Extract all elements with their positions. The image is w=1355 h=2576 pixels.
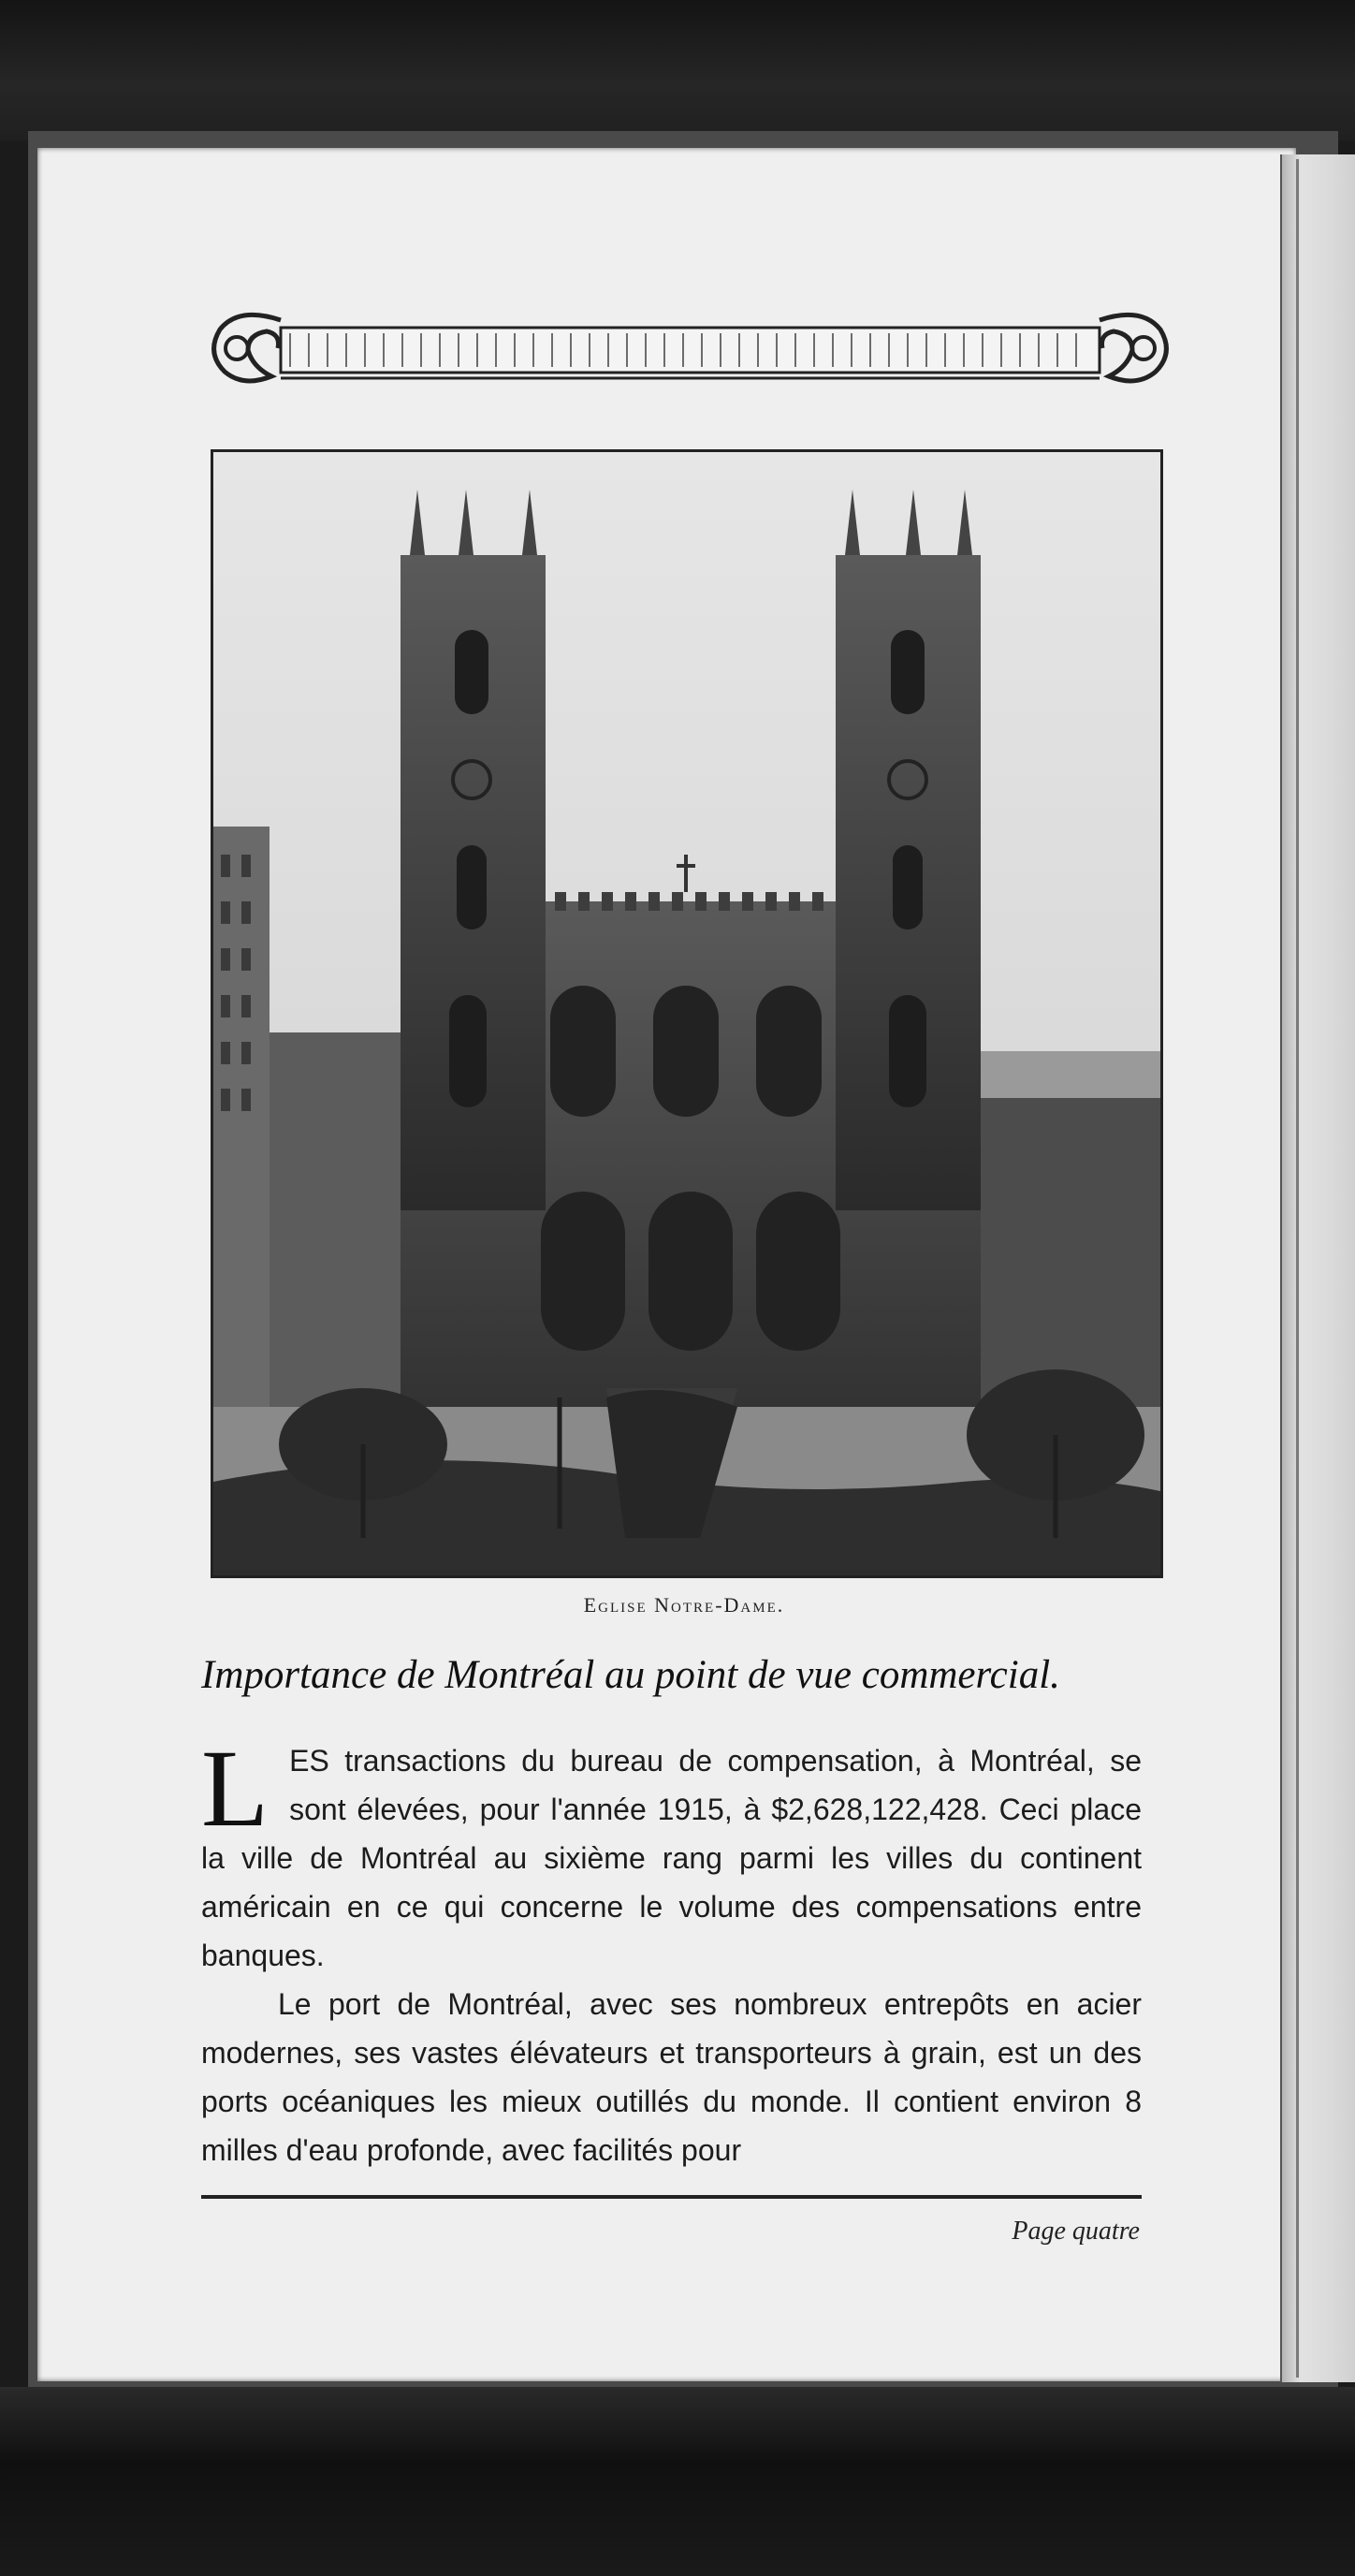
photo-notre-dame (211, 449, 1163, 1578)
footer-rule (201, 2195, 1142, 2199)
body-text (201, 1727, 1142, 2174)
binding-line (1296, 159, 1299, 2378)
microfilm-frame-bottom (0, 2387, 1355, 2576)
page-number: Page quatre (1012, 2217, 1140, 2246)
paragraph-2: Le port de Montréal, avec ses nombreux entrepôts en acier modernes, ses vastes élévateurs et transporteurs à grain, est un des ports océaniques les mieux outillés du monde. Il contient environ 8 milles d'eau profonde, avec facilités pour (201, 1987, 1142, 2167)
paragraph-1-text: ES transactions du bureau de compensation, à Montréal, se sont élevées, pour l'année 1915, à $2,628,122,428. Ceci place la ville de Montréal au sixième rang parmi les villes du continent américain en ce qui concerne le volume des compensations entre banques. (201, 1744, 1142, 1972)
adjacent-page-edge (1280, 154, 1355, 2382)
photo-caption: Eglise Notre-Dame. (583, 1593, 785, 1617)
section-heading: Importance de Montréal au point de vue commercial. (201, 1653, 1060, 1697)
microfilm-frame-top (0, 0, 1355, 140)
paragraph-1 (201, 1727, 1142, 1980)
decorative-header-banner (201, 301, 1179, 400)
drop-cap: L (201, 1727, 270, 1850)
